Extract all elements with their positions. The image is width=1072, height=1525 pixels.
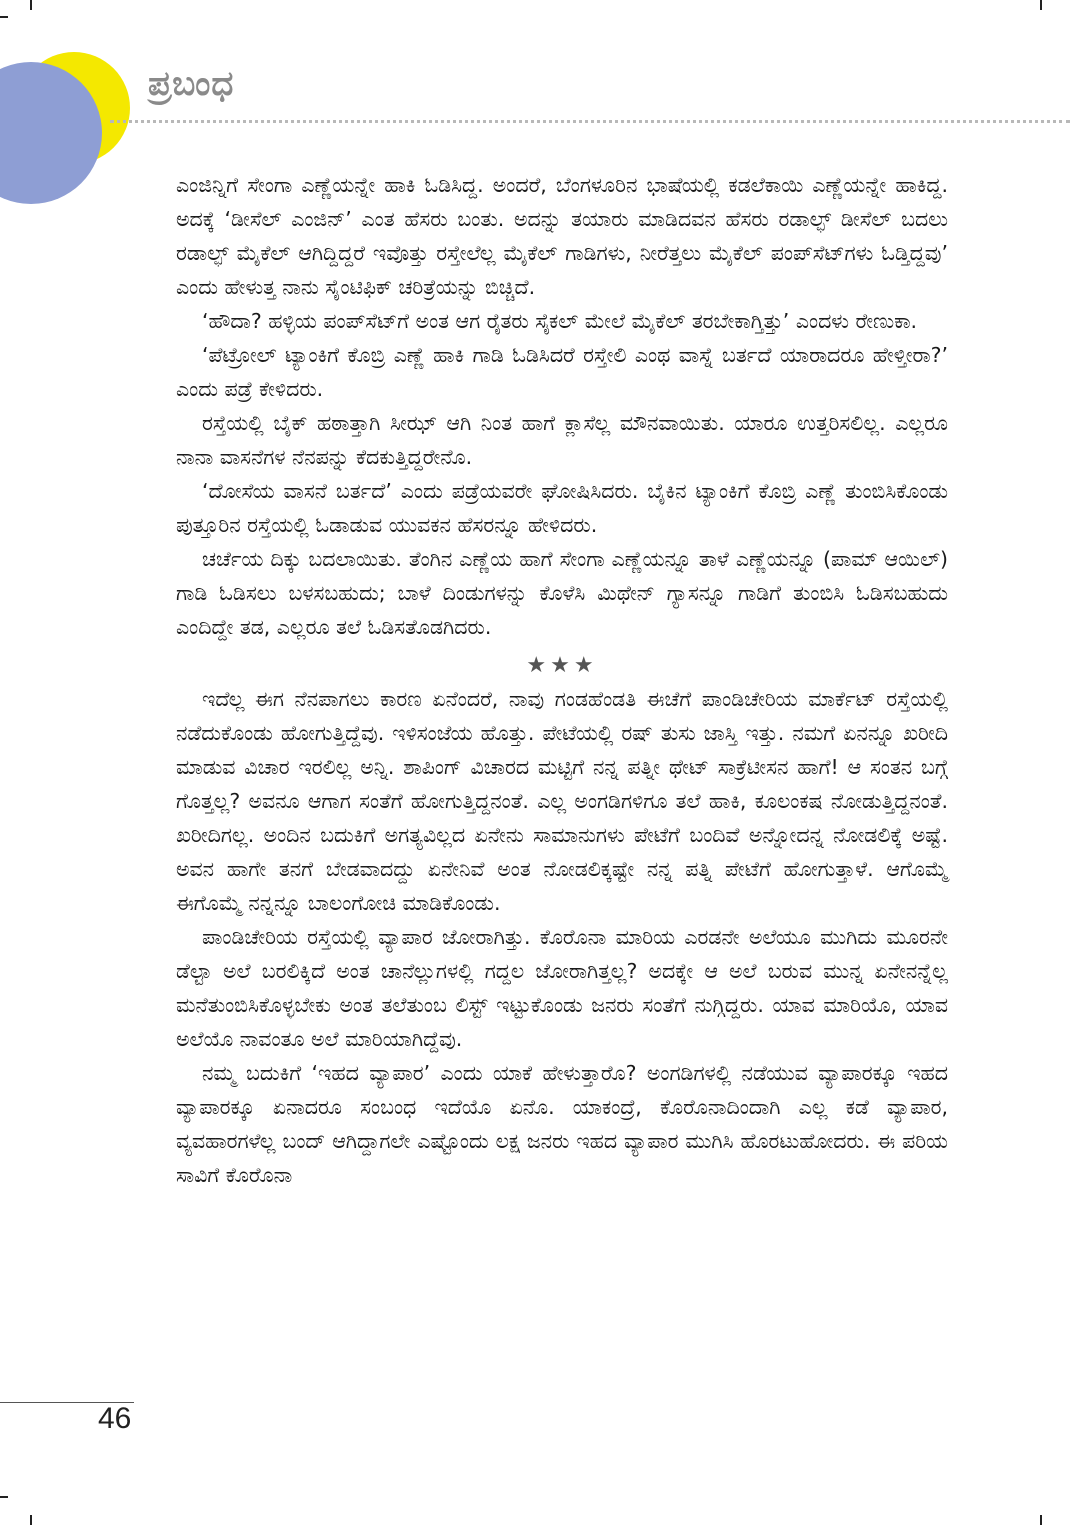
crop-mark-top-left bbox=[30, 0, 32, 10]
article-body bbox=[176, 168, 948, 1192]
paragraph: ಎಂಜಿನ್ನಿಗೆ ಸೇಂಗಾ ಎಣ್ಣೆಯನ್ನೇ ಹಾಕಿ ಓಡಿಸಿದ್ದ. ಅಂದರೆ, ಬೆಂಗಳೂರಿನ ಭಾಷೆಯಲ್ಲಿ ಕಡಲೆಕಾಯಿ ಎಣ್ಣೆಯನ್ನೇ ಹಾಕಿದ್ದ. ಅದಕ್ಕೆ ‘ಡೀಸೆಲ್ ಎಂಜಿನ್’ ಎಂತ ಹೆಸರು ಬಂತು. ಅದನ್ನು ತಯಾರು ಮಾಡಿದವನ ಹೆಸರು ರಡಾಲ್ಫ್ ಡೀಸೆಲ್ ಬದಲು ರಡಾಲ್ಫ್ ಮೈಕೆಲ್ ಆಗಿದ್ದಿದ್ದರೆ ಇವೊತ್ತು ರಸ್ತೇಲೆಲ್ಲ ಮೈಕೆಲ್ ಗಾಡಿಗಳು, ನೀರೆತ್ತಲು ಮೈಕೆಲ್ ಪಂಪ್‌ಸೆಟ್‌ಗಳು ಓಡ್ತಿದ್ದವು’ ಎಂದು ಹೇಳುತ್ತ ನಾನು ಸೈಂಟಿಫಿಕ್ ಚರಿತ್ರೆಯನ್ನು ಬಿಚ್ಚಿದೆ. bbox=[176, 173, 948, 299]
paragraph: ಚರ್ಚೆಯ ದಿಕ್ಕು ಬದಲಾಯಿತು. ತೆಂಗಿನ ಎಣ್ಣೆಯ ಹಾಗೆ ಸೇಂಗಾ ಎಣ್ಣೆಯನ್ನೂ ತಾಳೆ ಎಣ್ಣೆಯನ್ನೂ (ಪಾಮ್ ಆಯಿಲ್) ಗಾಡಿ ಓಡಿಸಲು ಬಳಸಬಹುದು; ಬಾಳೆ ದಿಂಡುಗಳನ್ನು ಕೊಳೆಸಿ ಮಿಥೇನ್ ಗ್ಯಾಸನ್ನೂ ಗಾಡಿಗೆ ತುಂಬಿಸಿ ಓಡಿಸಬಹುದು ಎಂದಿದ್ದೇ ತಡ, ಎಲ್ಲರೂ ತಲೆ ಓಡಿಸತೊಡಗಿದರು. bbox=[176, 547, 948, 639]
paragraph: ‘ಹೌದಾ? ಹಳ್ಳಿಯ ಪಂಪ್‌ಸೆಟ್‌ಗೆ ಅಂತ ಆಗ ರೈತರು ಸೈಕಲ್ ಮೇಲೆ ಮೈಕೆಲ್ ತರಬೇಕಾಗ್ತಿತ್ತು’ ಎಂದಳು ರೇಣುಕಾ. bbox=[202, 309, 918, 333]
crop-mark-bottom-right bbox=[1040, 1515, 1042, 1525]
section-separator: ★★★ bbox=[526, 653, 598, 678]
paragraph: ನಮ್ಮ ಬದುಕಿಗೆ ‘ಇಹದ ವ್ಯಾಪಾರ’ ಎಂದು ಯಾಕೆ ಹೇಳುತ್ತಾರೊ? ಅಂಗಡಿಗಳಲ್ಲಿ ನಡೆಯುವ ವ್ಯಾಪಾರಕ್ಕೂ ಇಹದ ವ್ಯಾಪಾರಕ್ಕೂ ಏನಾದರೂ ಸಂಬಂಧ ಇದೆಯೊ ಏನೊ. ಯಾಕಂದ್ರೆ, ಕೊರೊನಾದಿಂದಾಗಿ ಎಲ್ಲ ಕಡೆ ವ್ಯಾಪಾರ, ವ್ಯವಹಾರಗಳೆಲ್ಲ ಬಂದ್ ಆಗಿದ್ದಾಗಲೇ ಎಷ್ಟೊಂದು ಲಕ್ಷ ಜನರು ಇಹದ ವ್ಯಾಪಾರ ಮುಗಿಸಿ ಹೊರಟುಹೋದರು. ಈ ಪರಿಯ ಸಾವಿಗೆ ಕೊರೊನಾ bbox=[176, 1061, 948, 1187]
crop-mark-bottom-left bbox=[0, 1496, 8, 1498]
paragraph: ‘ಪೆಟ್ರೋಲ್ ಟ್ಯಾಂಕಿಗೆ ಕೊಬ್ರಿ ಎಣ್ಣೆ ಹಾಕಿ ಗಾಡಿ ಓಡಿಸಿದರೆ ರಸ್ತೇಲಿ ಎಂಥ ವಾಸ್ನೆ ಬರ್ತದೆ ಯಾರಾದರೂ ಹೇಳ್ತೀರಾ?’ ಎಂದು ಪಡ್ರೆ ಕೇಳಿದರು. bbox=[176, 343, 948, 401]
paragraph: ಇದೆಲ್ಲ ಈಗ ನೆನಪಾಗಲು ಕಾರಣ ಏನೆಂದರೆ, ನಾವು ಗಂಡಹೆಂಡತಿ ಈಚೆಗೆ ಪಾಂಡಿಚೇರಿಯ ಮಾರ್ಕೆಟ್ ರಸ್ತೆಯಲ್ಲಿ ನಡೆದುಕೊಂಡು ಹೋಗುತ್ತಿದ್ದೆವು. ಇಳಿಸಂಜೆಯ ಹೊತ್ತು. ಪೇಟೆಯಲ್ಲಿ ರಷ್ ತುಸು ಜಾಸ್ತಿ ಇತ್ತು. ನಮಗೆ ಏನನ್ನೂ ಖರೀದಿ ಮಾಡುವ ವಿಚಾರ ಇರಲಿಲ್ಲ ಅನ್ನಿ. ಶಾಪಿಂಗ್ ವಿಚಾರದ ಮಟ್ಟಿಗೆ ನನ್ನ ಪತ್ನೀ ಥೇಟ್ ಸಾಕ್ರೆಟೀಸನ ಹಾಗೆ! ಆ ಸಂತನ ಬಗ್ಗೆ ಗೊತ್ತಲ್ಲ? ಅವನೂ ಆಗಾಗ ಸಂತೆಗೆ ಹೋಗುತ್ತಿದ್ದನಂತೆ. ಎಲ್ಲ ಅಂಗಡಿಗಳಿಗೂ ತಲೆ ಹಾಕಿ, ಕೂಲಂಕಷ ನೋಡುತ್ತಿದ್ದನಂತೆ. ಖರೀದಿಗಲ್ಲ. ಅಂದಿನ ಬದುಕಿಗೆ ಅಗತ್ಯವಿಲ್ಲದ ಏನೇನು ಸಾಮಾನುಗಳು ಪೇಟೆಗೆ ಬಂದಿವೆ ಅನ್ನೋದನ್ನ ನೋಡಲಿಕ್ಕೆ ಅಷ್ಟೆ. ಅವನ ಹಾಗೇ ತನಗೆ ಬೇಡವಾದದ್ದು ಏನೇನಿವೆ ಅಂತ ನೋಡಲಿಕ್ಕಷ್ಟೇ ನನ್ನ ಪತ್ನಿ ಪೇಟೆಗೆ ಹೋಗುತ್ತಾಳೆ. ಆಗೊಮ್ಮೆ ಈಗೊಮ್ಮೆ ನನ್ನನ್ನೂ ಬಾಲಂಗೋಚಿ ಮಾಡಿಕೊಂಡು. bbox=[176, 687, 948, 915]
crop-mark-top-left-side bbox=[0, 16, 8, 18]
crop-mark-top-right bbox=[1040, 0, 1042, 10]
paragraph: ರಸ್ತೆಯಲ್ಲಿ ಬೈಕ್ ಹಠಾತ್ತಾಗಿ ಸೀಝ್ ಆಗಿ ನಿಂತ ಹಾಗೆ ಕ್ಲಾಸೆಲ್ಲ ಮೌನವಾಯಿತು. ಯಾರೂ ಉತ್ತರಿಸಲಿಲ್ಲ. ಎಲ್ಲರೂ ನಾನಾ ವಾಸನೆಗಳ ನೆನಪನ್ನು ಕೆದಕುತ್ತಿದ್ದರೇನೊ. bbox=[176, 411, 948, 469]
paragraph: ಪಾಂಡಿಚೇರಿಯ ರಸ್ತೆಯಲ್ಲಿ ವ್ಯಾಪಾರ ಜೋರಾಗಿತ್ತು. ಕೊರೊನಾ ಮಾರಿಯ ಎರಡನೇ ಅಲೆಯೂ ಮುಗಿದು ಮೂರನೇ ಡೆಲ್ಟಾ ಅಲೆ ಬರಲಿಕ್ಕಿದೆ ಅಂತ ಚಾನೆಲ್ಲುಗಳಲ್ಲಿ ಗದ್ದಲ ಜೋರಾಗಿತ್ತಲ್ಲ? ಅದಕ್ಕೇ ಆ ಅಲೆ ಬರುವ ಮುನ್ನ ಏನೇನನ್ನೆಲ್ಲ ಮನೆತುಂಬಿಸಿಕೊಳ್ಳಬೇಕು ಅಂತ ತಲೆತುಂಬ ಲಿಸ್ಟ್ ಇಟ್ಟುಕೊಂಡು ಜನರು ಸಂತೆಗೆ ನುಗ್ಗಿದ್ದರು. ಯಾವ ಮಾರಿಯೊ, ಯಾವ ಅಲೆಯೊ ನಾವಂತೂ ಅಲೆ ಮಾರಿಯಾಗಿದ್ದೆವು. bbox=[176, 925, 948, 1051]
header-dotted-divider bbox=[110, 120, 1070, 123]
page-number: 46 bbox=[98, 1402, 132, 1435]
crop-mark-bottom-left-tick bbox=[30, 1515, 32, 1525]
paragraph: ‘ದೋಸೆಯ ವಾಸನೆ ಬರ್ತದೆ’ ಎಂದು ಪಡ್ರೆಯವರೇ ಘೋಷಿಸಿದರು. ಬೈಕಿನ ಟ್ಯಾಂಕಿಗೆ ಕೊಬ್ರಿ ಎಣ್ಣೆ ತುಂಬಿಸಿಕೊಂಡು ಪುತ್ತೂರಿನ ರಸ್ತೆಯಲ್ಲಿ ಓಡಾಡುವ ಯುವಕನ ಹೆಸರನ್ನೂ ಹೇಳಿದರು. bbox=[176, 479, 948, 537]
section-title: ಪ್ರಬಂಧ bbox=[148, 64, 235, 104]
